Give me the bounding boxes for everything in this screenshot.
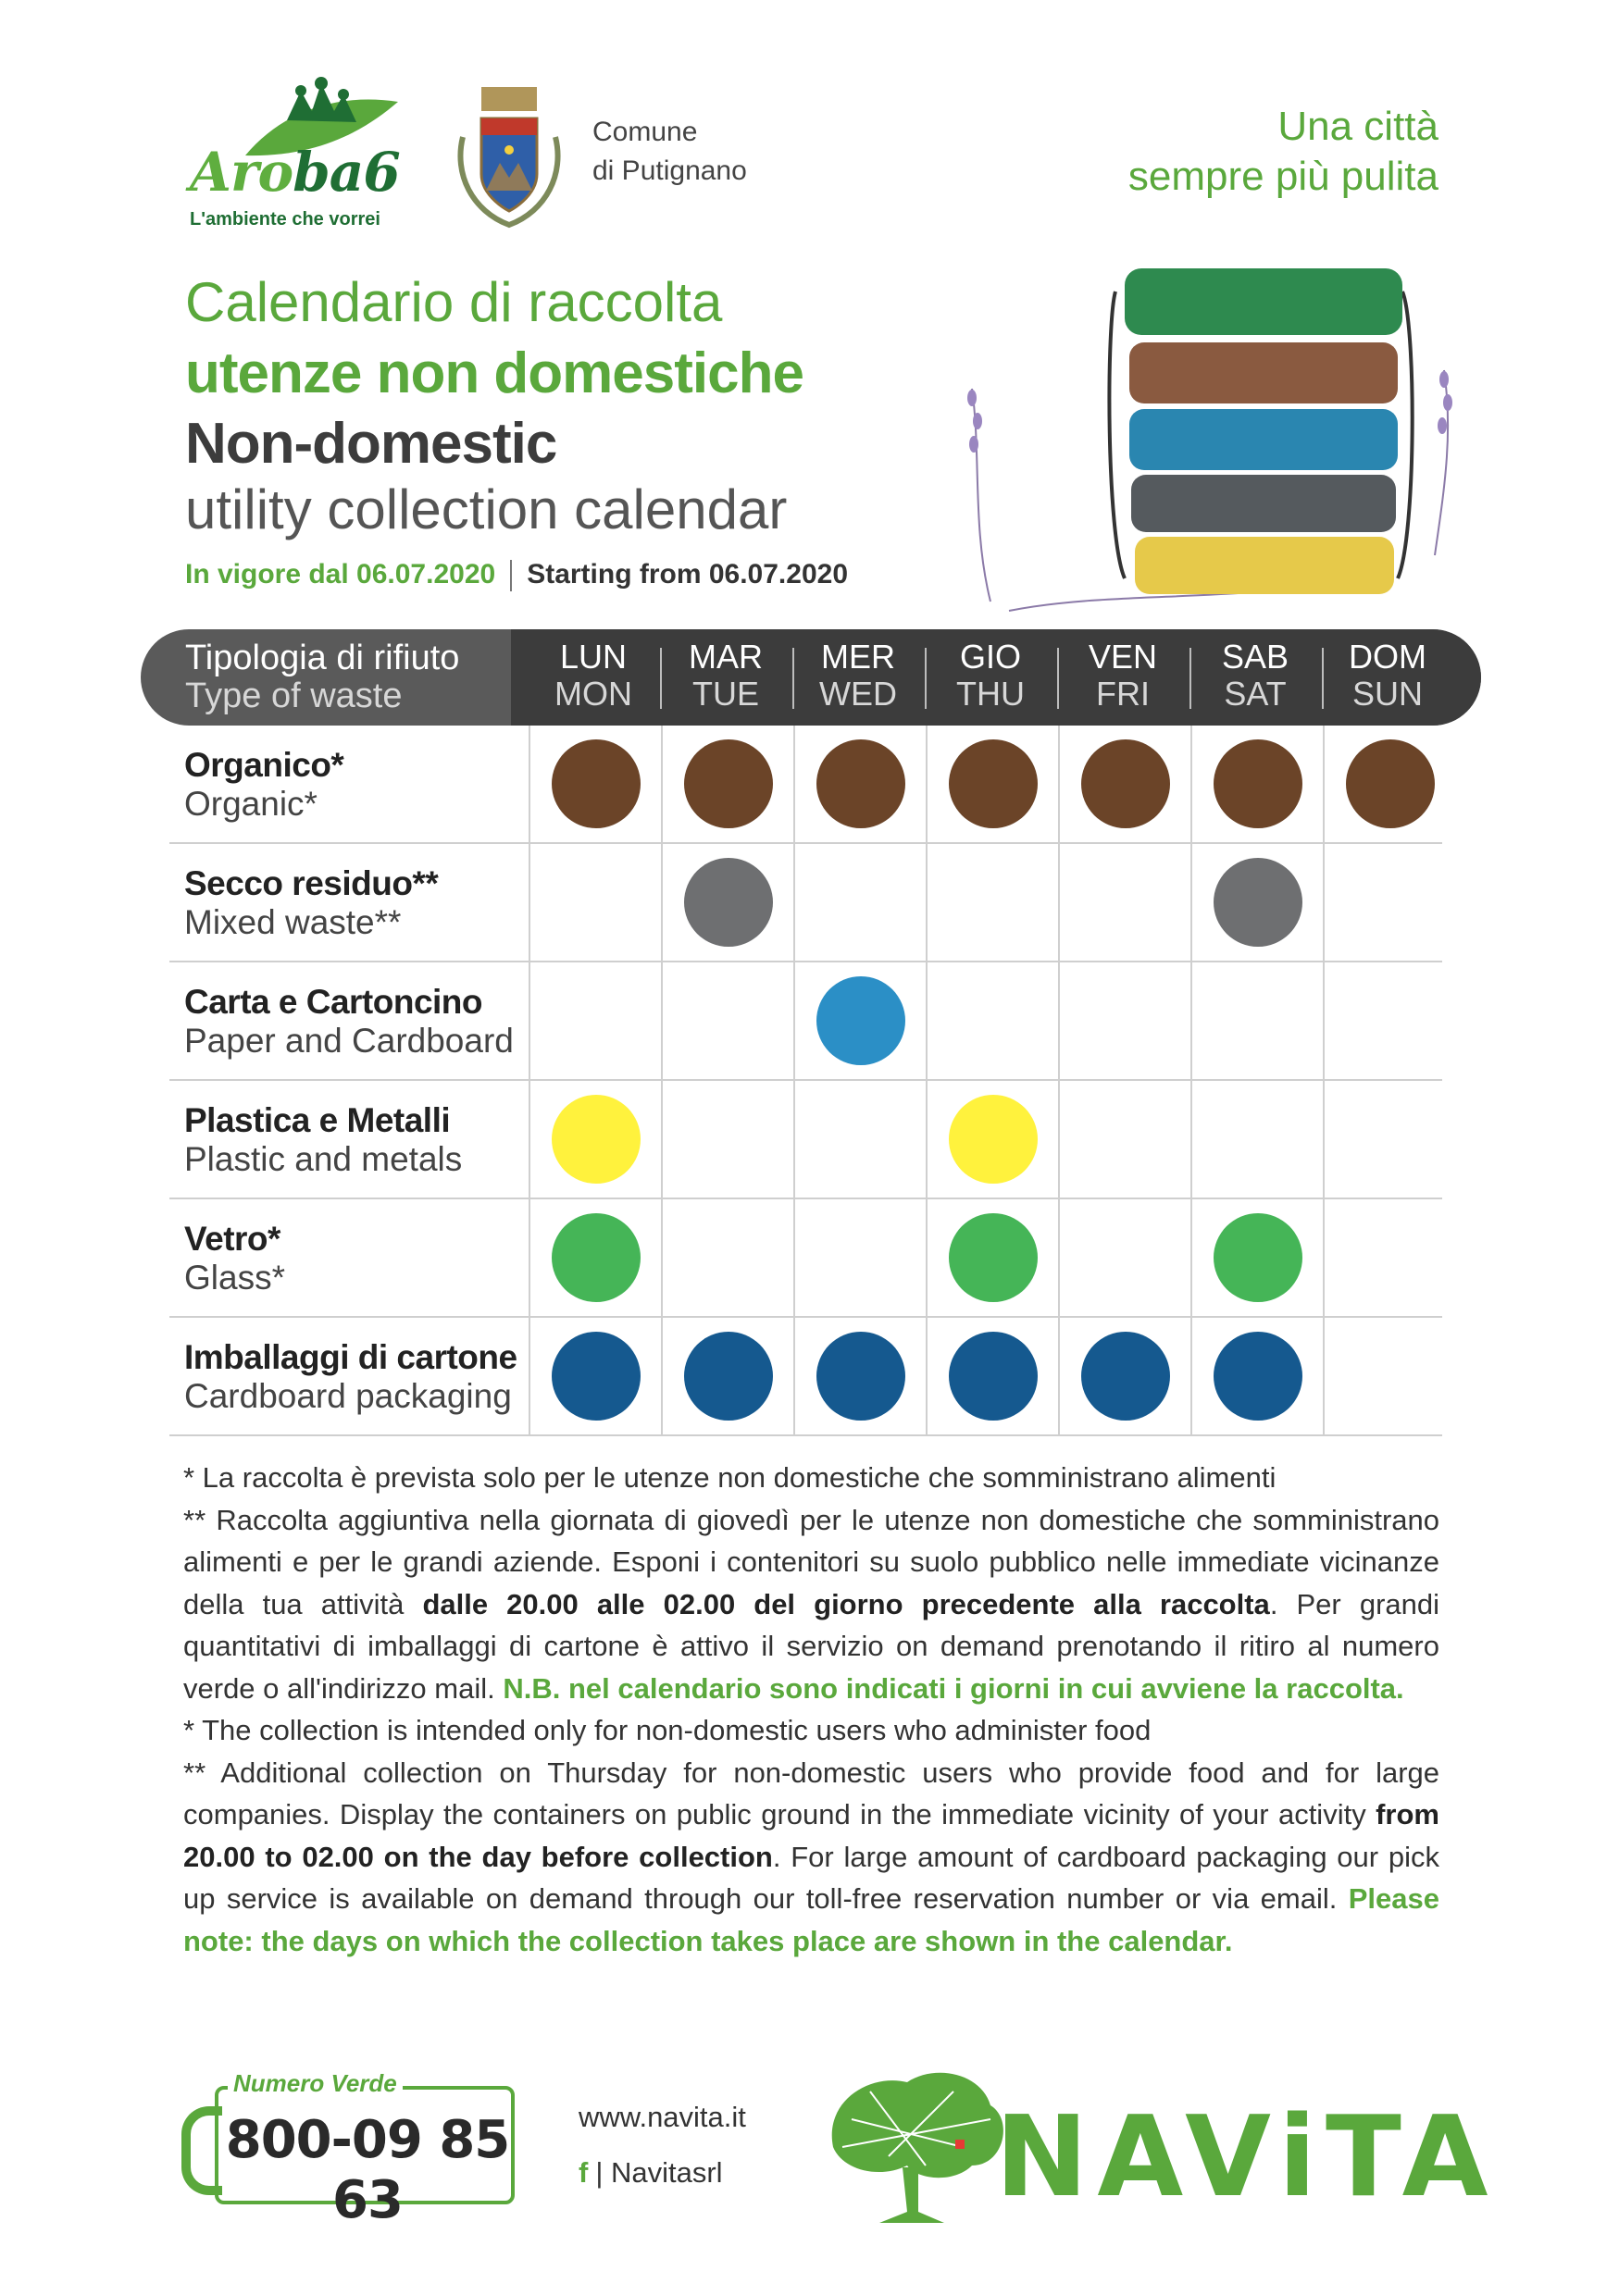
note-it-1: * La raccolta è prevista solo per le utenze non domestiche che somministrano alimenti	[183, 1461, 1277, 1494]
waste-type-label	[184, 1101, 462, 1179]
day-label-it: GIO	[959, 638, 1021, 676]
day-header-divider	[1322, 648, 1324, 709]
day-header-tue	[661, 639, 791, 713]
waste-bins-illustration	[916, 250, 1472, 620]
day-cell	[926, 1318, 1058, 1434]
table-row	[169, 844, 1442, 962]
waste-type-en: Organic*	[184, 785, 318, 823]
type-of-waste-header	[185, 639, 459, 714]
day-cell	[1190, 1081, 1323, 1198]
table-row	[169, 726, 1442, 844]
collection-dot	[1214, 739, 1302, 828]
toll-free-number[interactable]: 800-09 85 63	[225, 2110, 510, 2230]
waste-type-it: Carta e Cartoncino	[184, 983, 483, 1021]
note-it-2: ** Raccolta aggiuntiva nella giornata di giovedì per le utenze non domestiche che somministrano alimenti e per le grandi aziende. Esponi i contenitori su suolo pubblico nelle immediate vicinanze della tua attività dalle 20.00 alle 02.00 del giorno precedente alla raccolta. Per grandi quantitativi di imballaggi di cartone è attivo il servizio on demand prenotando il ritiro al numero verde o all'indirizzo mail. N.B. nel calendario sono indicati i giorni in cui avviene la raccolta.	[183, 1503, 1440, 1705]
day-cell	[926, 1199, 1058, 1316]
waste-type-it: Secco residuo**	[184, 864, 439, 902]
day-cell	[1058, 844, 1190, 961]
website-link[interactable]: www.navita.it	[579, 2101, 746, 2133]
collection-dot	[684, 1332, 773, 1421]
day-label-it: MER	[821, 638, 895, 676]
collection-dot	[816, 1332, 905, 1421]
day-label-en: WED	[819, 675, 897, 713]
validity-dates	[185, 559, 848, 591]
day-label-it: SAB	[1221, 638, 1289, 676]
day-cell	[529, 1199, 661, 1316]
day-cell	[793, 1199, 926, 1316]
waste-type-it: Vetro*	[184, 1220, 280, 1258]
collection-dot	[552, 1332, 641, 1421]
day-cell	[926, 1081, 1058, 1198]
day-header-divider	[660, 648, 662, 709]
day-cell	[926, 726, 1058, 842]
day-header-thu	[926, 639, 1055, 713]
collection-dot	[1214, 1332, 1302, 1421]
table-row	[169, 962, 1442, 1081]
day-cell	[1190, 962, 1323, 1079]
putignano-crest-icon	[454, 81, 565, 230]
validity-it: In vigore dal 06.07.2020	[185, 559, 496, 590]
validity-en: Starting from 06.07.2020	[527, 559, 849, 590]
day-cell	[529, 844, 661, 961]
collection-dot	[949, 739, 1038, 828]
day-label-it: DOM	[1349, 638, 1426, 676]
facebook-icon: f	[579, 2156, 589, 2189]
collection-dot	[684, 858, 773, 947]
collection-dot	[684, 739, 773, 828]
title-line1: Calendario di raccolta	[185, 271, 723, 333]
collection-dot	[1081, 739, 1170, 828]
day-cell	[926, 844, 1058, 961]
day-label-it: LUN	[559, 638, 628, 676]
day-cell	[1190, 844, 1323, 961]
toll-free-number-box[interactable]	[181, 2069, 518, 2230]
day-cell	[1058, 726, 1190, 842]
day-header-sun	[1323, 639, 1452, 713]
arobab-wordmark: Aroba6	[190, 141, 400, 204]
day-cell	[661, 1318, 793, 1434]
waste-type-en: Plastic and metals	[184, 1140, 463, 1178]
day-cell	[1190, 1199, 1323, 1316]
collection-dot	[949, 1332, 1038, 1421]
comune-label	[592, 113, 747, 191]
slogan-line2: sempre più pulita	[1127, 154, 1438, 199]
navita-brand: NAViTA	[995, 2093, 1498, 2222]
day-header-divider	[1189, 648, 1191, 709]
collection-dot	[1346, 739, 1435, 828]
day-label-en: SAT	[1224, 675, 1287, 713]
waste-type-label	[184, 864, 438, 942]
waste-type-en: Cardboard packaging	[184, 1377, 512, 1415]
day-label-en: FRI	[1096, 675, 1150, 713]
day-cell	[1323, 962, 1455, 1079]
day-label-en: TUE	[692, 675, 759, 713]
waste-type-it: Plastica e Metalli	[184, 1101, 451, 1139]
day-cell	[1323, 726, 1455, 842]
note-en-1: * The collection is intended only for non-domestic users who administer food	[183, 1714, 1152, 1746]
day-cell	[1058, 1199, 1190, 1316]
table-row	[169, 1318, 1442, 1436]
day-cell	[793, 844, 926, 961]
day-label-en: THU	[956, 675, 1025, 713]
slogan	[1128, 102, 1438, 202]
facebook-handle: | Navitasrl	[595, 2156, 723, 2189]
day-cell	[1058, 1081, 1190, 1198]
waste-type-en: Glass*	[184, 1259, 285, 1297]
arobab-logo	[181, 74, 403, 231]
slogan-line1: Una città	[1277, 104, 1438, 149]
validity-divider	[510, 560, 512, 591]
collection-dot	[552, 1095, 641, 1184]
day-header-fri	[1058, 639, 1188, 713]
day-cell	[1323, 1318, 1455, 1434]
comune-line1: Comune	[592, 117, 698, 147]
arobab-tagline: L'ambiente che vorrei	[190, 209, 380, 230]
day-cell	[661, 844, 793, 961]
day-header-mon	[529, 639, 658, 713]
waste-type-en: Paper and Cardboard	[184, 1022, 514, 1060]
day-label-it: MAR	[689, 638, 763, 676]
waste-type-label	[184, 1220, 285, 1297]
collection-dot	[552, 1213, 641, 1302]
collection-grid	[169, 726, 1442, 1436]
day-cell	[529, 962, 661, 1079]
day-cell	[1058, 962, 1190, 1079]
waste-type-label	[184, 746, 343, 824]
collection-dot	[1214, 1213, 1302, 1302]
day-label-it: VEN	[1088, 638, 1158, 676]
collection-dot	[949, 1213, 1038, 1302]
day-cell	[529, 726, 661, 842]
day-cell	[1323, 1199, 1455, 1316]
day-label-en: MON	[554, 675, 632, 713]
day-cell	[529, 1081, 661, 1198]
day-cell	[793, 1318, 926, 1434]
day-header-wed	[793, 639, 923, 713]
day-cell	[661, 962, 793, 1079]
day-label-en: SUN	[1351, 675, 1423, 713]
day-cell	[661, 726, 793, 842]
day-cell	[529, 1318, 661, 1434]
waste-type-label	[184, 983, 514, 1061]
note-en-2: ** Additional collection on Thursday for non-domestic users who provide food and for large companies. Display the containers on public ground in the immediate vicinity of your activity from 20.00 to 02.00 on the day before collection. For large amount of cardboard packaging our pick up service is available on demand through our toll-free reservation number or via email. Please note: the days on which the collection takes place are shown in the calendar.	[183, 1756, 1439, 1957]
day-cell	[661, 1199, 793, 1316]
day-cell	[793, 726, 926, 842]
day-header-divider	[1057, 648, 1059, 709]
day-header-divider	[925, 648, 927, 709]
waste-type-it: Imballaggi di cartone	[184, 1338, 517, 1376]
collection-dot	[1214, 858, 1302, 947]
table-row	[169, 1199, 1442, 1318]
day-cell	[793, 962, 926, 1079]
day-header-sat	[1190, 639, 1320, 713]
waste-type-label	[184, 1338, 517, 1416]
day-cell	[1323, 1081, 1455, 1198]
toll-free-label: Numero Verde	[228, 2069, 403, 2098]
day-cell	[1058, 1318, 1190, 1434]
day-header-divider	[792, 648, 794, 709]
table-row	[169, 1081, 1442, 1199]
collection-dot	[552, 739, 641, 828]
collection-dot	[816, 739, 905, 828]
facebook-link[interactable]	[579, 2156, 723, 2190]
waste-type-en: Mixed waste**	[184, 903, 402, 941]
waste-type-it: Organico*	[184, 746, 344, 784]
title-line2: utenze non domestiche	[185, 341, 803, 405]
day-cell	[793, 1081, 926, 1198]
type-header-en: Type of waste	[185, 676, 403, 715]
title-line4: utility collection calendar	[185, 478, 788, 540]
day-cell	[926, 962, 1058, 1079]
collection-dot	[816, 976, 905, 1065]
day-cell	[1190, 1318, 1323, 1434]
comune-line2: di Putignano	[592, 155, 747, 186]
collection-dot	[1081, 1332, 1170, 1421]
day-cell	[1190, 726, 1323, 842]
day-cell	[1323, 844, 1455, 961]
title-line3: Non-domestic	[185, 412, 557, 476]
collection-dot	[949, 1095, 1038, 1184]
notes	[183, 1457, 1439, 1962]
day-cell	[661, 1081, 793, 1198]
type-header-it: Tipologia di rifiuto	[185, 639, 460, 677]
